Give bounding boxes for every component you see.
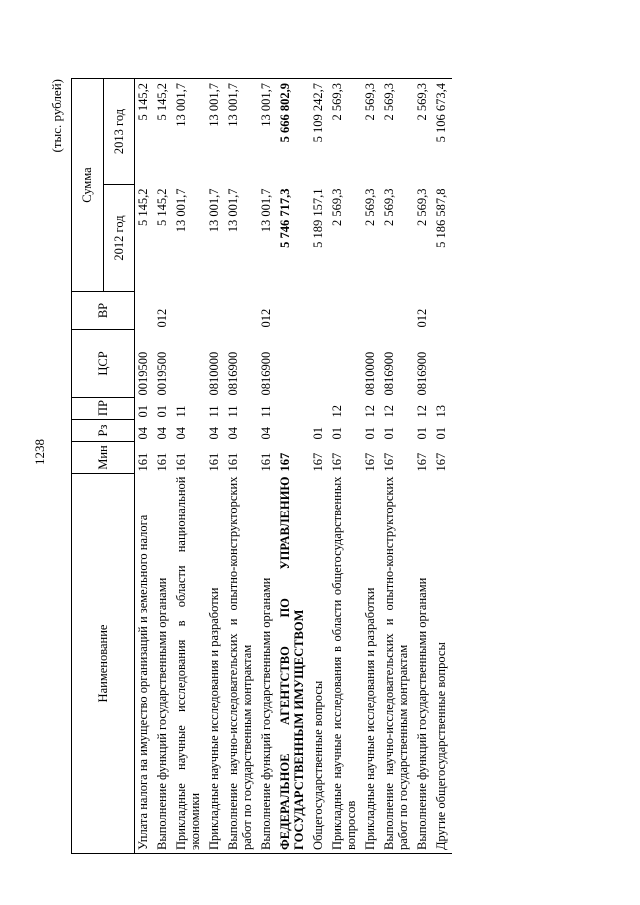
cell-min: 167 (330, 452, 344, 472)
cell-min: 161 (207, 452, 221, 472)
cell-min: 161 (136, 452, 150, 472)
cell-2013: 5 109 242,7 (310, 79, 329, 185)
cell-name: Выполнение научно-исследовательских и опытно-конструкторских работ по государственным контрактам (381, 474, 414, 854)
cell-min: 167 (363, 452, 377, 472)
cell-min: 161 (155, 452, 169, 472)
cell-name: Уплата налога на имущество организаций и земельного налога (135, 474, 155, 854)
cell-2012: 5 186 587,8 (434, 188, 448, 248)
cell-2013: 5 106 673,4 (433, 79, 452, 185)
header-rz: Рз (72, 420, 135, 442)
cell-vr (135, 292, 155, 330)
cell-min: 167 (382, 452, 396, 472)
cell-csr (433, 330, 452, 398)
cell-pr: 01 (155, 405, 169, 418)
cell-csr: 0816900 (415, 351, 429, 396)
cell-csr: 0816900 (226, 351, 240, 396)
table-row (362, 79, 381, 854)
cell-2013: 2 569,3 (362, 79, 381, 185)
cell-csr (173, 330, 206, 398)
cell-rz: 04 (259, 427, 273, 440)
header-sum: Сумма (72, 79, 104, 292)
cell-name: Выполнение функций государственными органами (258, 474, 277, 854)
header-year-2012: 2012 год (103, 185, 135, 292)
cell-min: 161 (226, 452, 240, 472)
cell-2013: 13 001,7 (258, 79, 277, 185)
cell-rz: 04 (155, 427, 169, 440)
page-number: 1238 (32, 439, 47, 465)
cell-vr (206, 292, 225, 330)
cell-min: 167 (278, 452, 292, 472)
cell-pr: 13 (434, 405, 448, 418)
table-body (135, 79, 453, 854)
cell-min: 167 (434, 452, 448, 472)
header-csr: ЦСР (72, 330, 135, 398)
cell-2012: 2 569,3 (363, 188, 377, 226)
cell-2012: 13 001,7 (259, 188, 273, 233)
cell-pr: 01 (136, 405, 150, 418)
cell-min: 167 (311, 452, 325, 472)
cell-name: Общегосударственные вопросы (310, 474, 329, 854)
cell-min: 161 (174, 452, 188, 472)
cell-rz (277, 420, 310, 442)
cell-rz: 01 (330, 427, 344, 440)
cell-rz: 01 (434, 427, 448, 440)
cell-rz: 04 (174, 427, 188, 440)
cell-name: Прикладные научные исследования в области общегосударственных вопросов (329, 474, 362, 854)
rotated-table-container (49, 79, 576, 854)
table-row (135, 79, 155, 854)
cell-2012: 13 001,7 (174, 188, 188, 233)
units-label: (тыс. рублей) (49, 79, 64, 153)
cell-rz: 01 (382, 427, 396, 440)
table-row (310, 79, 329, 854)
header-year-2013: 2013 год (103, 79, 135, 185)
cell-name: Прикладные научные исследования и разработки (362, 474, 381, 854)
cell-rz: 04 (136, 427, 150, 440)
cell-csr: 0019500 (155, 351, 169, 396)
cell-2012: 2 569,3 (382, 188, 396, 226)
cell-2012: 5 189 157,1 (311, 188, 325, 248)
table-row (154, 79, 173, 854)
header-vr: ВР (72, 292, 135, 330)
cell-2012: 13 001,7 (207, 188, 221, 233)
header-name: Наименование (72, 474, 135, 854)
cell-2012: 2 569,3 (330, 188, 344, 226)
cell-2012: 2 569,3 (415, 188, 429, 226)
cell-pr: 11 (174, 405, 188, 418)
cell-vr: 012 (415, 308, 429, 328)
cell-vr (173, 292, 206, 330)
cell-2013: 2 569,3 (381, 79, 414, 185)
cell-csr (277, 330, 310, 398)
table-row (225, 79, 258, 854)
cell-name: Выполнение функций государственными органами (414, 474, 433, 854)
cell-name: Другие общегосударственные вопросы (433, 474, 452, 854)
cell-csr (310, 330, 329, 398)
cell-csr: 0019500 (136, 351, 150, 396)
cell-pr: 12 (382, 405, 396, 418)
cell-pr (310, 398, 329, 420)
cell-vr (310, 292, 329, 330)
header-min: Мин (72, 442, 135, 474)
table-row (173, 79, 206, 854)
cell-min: 167 (415, 452, 429, 472)
cell-pr: 11 (207, 405, 221, 418)
cell-2013: 13 001,7 (225, 79, 258, 185)
cell-rz: 04 (226, 427, 240, 440)
cell-pr: 11 (259, 405, 273, 418)
cell-min: 161 (259, 452, 273, 472)
cell-vr (277, 292, 310, 330)
cell-pr: 12 (415, 405, 429, 418)
cell-2013: 2 569,3 (414, 79, 433, 185)
cell-2013: 5 145,2 (154, 79, 173, 185)
cell-2013: 13 001,7 (173, 79, 206, 185)
cell-rz: 01 (363, 427, 377, 440)
cell-2012: 13 001,7 (226, 188, 240, 233)
cell-name: Выполнение функций государственными органами (154, 474, 173, 854)
cell-2013: 2 569,3 (329, 79, 362, 185)
table-row (277, 79, 310, 854)
cell-2013: 13 001,7 (206, 79, 225, 185)
cell-vr: 012 (259, 308, 273, 328)
cell-2012: 5 145,2 (136, 188, 150, 226)
table-row (414, 79, 433, 854)
cell-vr (225, 292, 258, 330)
cell-2013: 5 666 802,9 (277, 79, 310, 185)
cell-csr: 0810000 (363, 351, 377, 396)
cell-pr: 12 (330, 405, 344, 418)
table-row (329, 79, 362, 854)
cell-vr (329, 292, 362, 330)
cell-vr (433, 292, 452, 330)
budget-table (71, 78, 452, 854)
cell-name: Выполнение научно-исследовательских и опытно-конструкторских работ по государственным контрактам (225, 474, 258, 854)
cell-vr: 012 (155, 308, 169, 328)
cell-csr: 0816900 (259, 351, 273, 396)
table-row (206, 79, 225, 854)
cell-csr (329, 330, 362, 398)
cell-vr (381, 292, 414, 330)
table-row (433, 79, 452, 854)
cell-2012: 5 746 717,3 (278, 188, 292, 248)
cell-rz: 01 (415, 427, 429, 440)
cell-2012: 5 145,2 (155, 188, 169, 226)
header-pr: ПР (72, 398, 135, 420)
cell-pr: 12 (363, 405, 377, 418)
cell-name: Прикладные научные исследования в области национальной экономики (173, 474, 206, 854)
cell-rz: 04 (207, 427, 221, 440)
cell-vr (362, 292, 381, 330)
cell-name: Прикладные научные исследования и разработки (206, 474, 225, 854)
table-row (381, 79, 414, 854)
table-row (258, 79, 277, 854)
cell-pr (277, 398, 310, 420)
cell-2013: 5 145,2 (135, 79, 155, 185)
cell-name: ФЕДЕРАЛЬНОЕ АГЕНТСТВО ПО УПРАВЛЕНИЮ ГОСУДАРСТВЕННЫМ ИМУЩЕСТВОМ (277, 474, 310, 854)
cell-csr: 0810000 (207, 351, 221, 396)
cell-rz: 01 (311, 427, 325, 440)
cell-pr: 11 (226, 405, 240, 418)
cell-csr: 0816900 (382, 351, 396, 396)
